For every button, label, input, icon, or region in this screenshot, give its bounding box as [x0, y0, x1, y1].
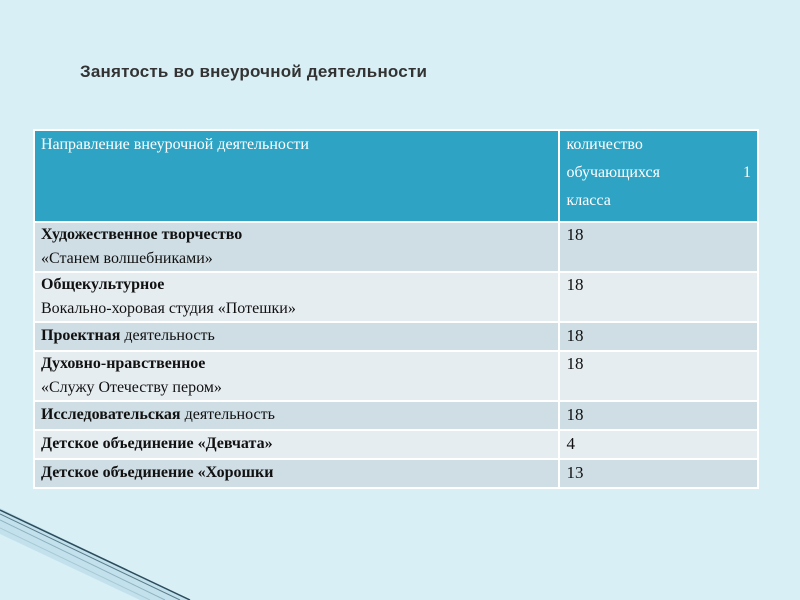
direction-title-rest: деятельность: [120, 327, 215, 344]
count-cell: 18: [559, 401, 758, 430]
direction-cell: [34, 430, 559, 459]
table-row: [34, 272, 758, 322]
count-cell: 4: [559, 430, 758, 459]
count-header-line1: количество: [566, 136, 643, 153]
count-cell: 18: [559, 322, 758, 351]
table-row: [34, 430, 758, 459]
table-row: [34, 351, 758, 401]
direction-title: Детское объединение «Девчата»: [41, 435, 273, 452]
direction-title: Художественное творчество: [41, 226, 243, 243]
count-cell: 18: [559, 272, 758, 322]
count-cell: 13: [559, 459, 758, 488]
decorative-stripes: [0, 500, 800, 600]
direction-title: Исследовательская: [41, 406, 181, 423]
direction-title: Духовно-нравственное: [41, 355, 206, 372]
table-row: [34, 322, 758, 351]
table-row: [34, 459, 758, 488]
direction-cell: [34, 351, 559, 401]
direction-subtitle: Вокально-хоровая студия «Потешки»: [41, 300, 296, 317]
direction-subtitle: «Станем волшебниками»: [41, 250, 213, 267]
table-row: [34, 401, 758, 430]
direction-title: Проектная: [41, 327, 121, 344]
count-header-line3: класса: [566, 192, 611, 209]
count-column-header: [559, 130, 758, 222]
count-header-word: обучающихся: [566, 164, 660, 181]
direction-cell: [34, 401, 559, 430]
count-cell: 18: [559, 351, 758, 401]
count-header-line2: [566, 159, 751, 187]
direction-column-header: Направление внеурочной деятельности: [34, 130, 559, 222]
direction-cell: [34, 459, 559, 488]
direction-cell: [34, 222, 559, 272]
table-row: [34, 222, 758, 272]
direction-cell: [34, 272, 559, 322]
direction-title: Детское объединение «Хорошки: [41, 464, 274, 481]
table-header-row: [34, 130, 758, 222]
activities-table: [33, 129, 759, 489]
direction-subtitle: «Служу Отечеству пером»: [41, 379, 222, 396]
count-header-number: 1: [743, 164, 751, 181]
slide-title: Занятость во внеурочной деятельности: [80, 62, 428, 81]
direction-title: Общекультурное: [41, 276, 165, 293]
direction-title-rest: деятельность: [180, 406, 275, 423]
direction-cell: [34, 322, 559, 351]
count-cell: 18: [559, 222, 758, 272]
